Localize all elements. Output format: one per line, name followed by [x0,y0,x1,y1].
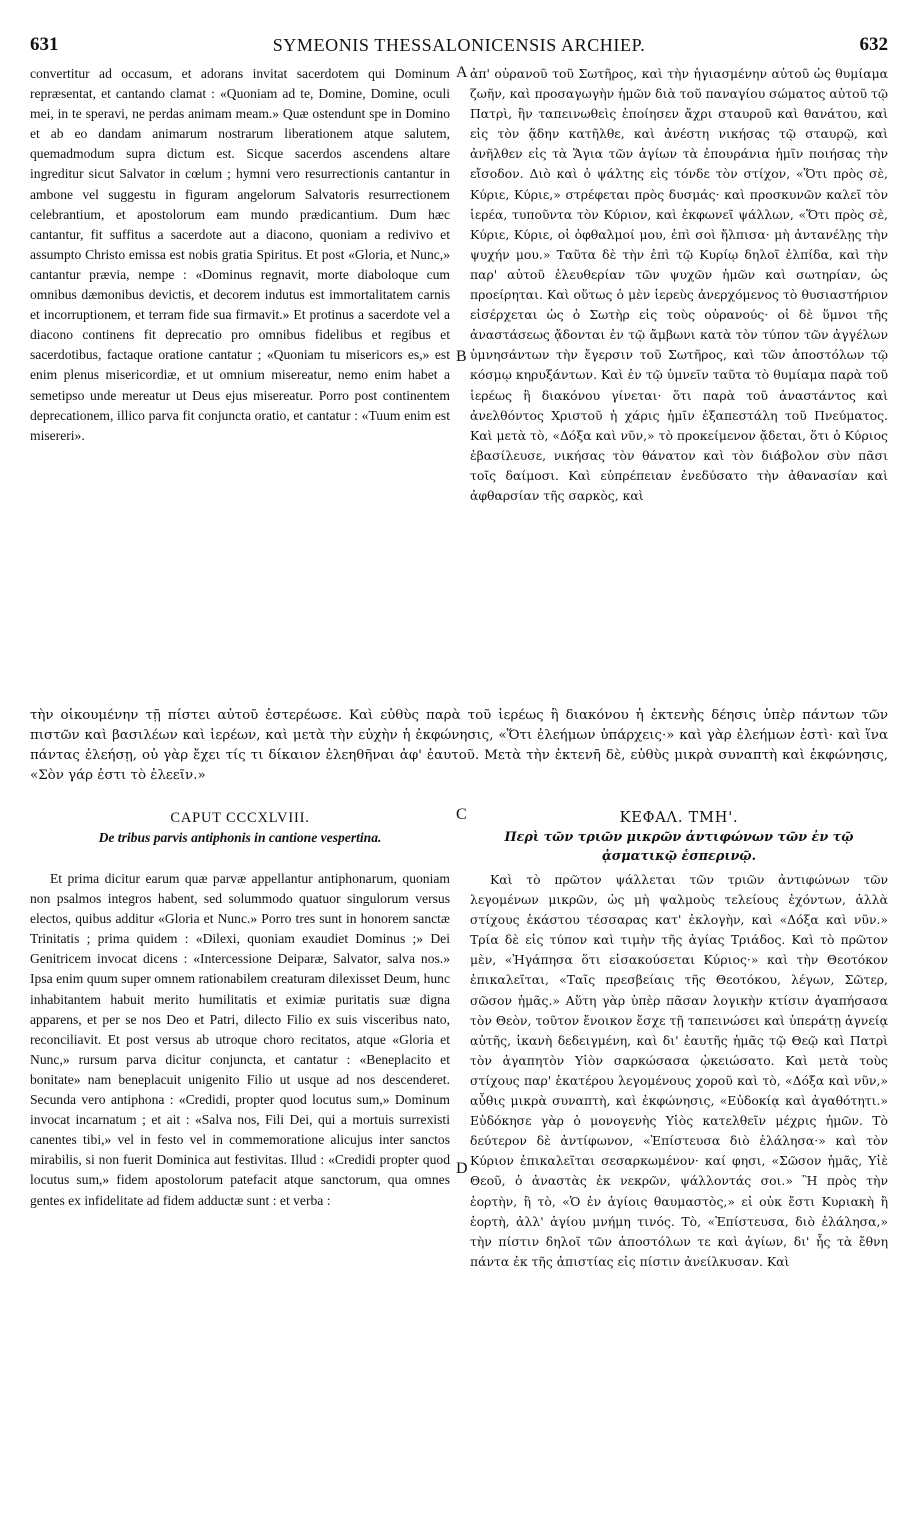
greek-column-top [470,64,888,704]
greek-paragraph: ἀπ' οὐρανοῦ τοῦ Σωτῆρος, καὶ τὴν ἡγιασμένην αὐτοῦ ὡς θυμίαμα ζωῆν, καὶ προσαγωγὴν ἡμῶν διὰ τοῦ παναγίου σώματος αὐτοῦ τῷ Πατρὶ, ἣν ταπεινωθεὶς ἐποίησεν ἄχρι σταυροῦ καὶ θανάτου, καὶ εἰς τὸν ᾅδην κατῆλθε, καὶ ἀνέστη νικήσας τῷ σταυρῷ, καὶ ἀνῆλθεν εἰς τὰ Ἅγια τῶν ἁγίων τὰ ἐπουράνια ἡμῖν ποιήσας τὴν εἴσοδον. Διὸ καὶ ὁ ψάλτης εἰς τόνδε τὸν στίχον, «Ὅτι πρὸς σὲ, Κύριε, Κύριε,» στρέφεται πρὸς δυσμάς· καὶ προσκυνῶν καλεῖ τὸν ἱερέα, τυποῦντα τὸν Κύριον, καὶ ἐκφωνεῖ ψάλλων, «Ὅτι πρὸς σὲ, Κύριε, Κύριε, οἱ ὀφθαλμοί μου, ἐπὶ σοὶ ἤλπισα· μὴ ἀντανέλῃς τὴν ψυχήν μου.» Ταῦτα δὲ τὴν ἐπὶ τῷ Κυρίῳ δηλοῖ ἐλπίδα, καὶ τὴν παρ' αὐτοῦ ἐλευθερίαν τῶν ψυχῶν ἡμῶν καὶ σωτηρίαν, ὡς προείρηται. Καὶ οὕτως ὁ μὲν ἱερεὺς ἀνερχόμενος τὸ θυσιαστήριον εἰσέρχεται ὡς ὁ Σωτὴρ εἰς τοὺς οὐρανούς· οἱ δὲ ὕμνοι τῆς ἀναστάσεως ᾄδονται ἐν τῷ ἄμβωνι κατὰ τὸν τύπον τῶν ἀγγέλων ὑμνησάντων τὴν ἔγερσιν τοῦ Σωτῆρος, καὶ τῶν ἀποστόλων τῷ κόσμῳ κηρυξάντων. Καὶ ἐν τῷ ὑμνεῖν ταῦτα τὸ θυμίαμα παρὰ τοῦ ἱερέως ἢ διακόνου γίνεται· ὅτι παρὰ τοῦ ἀναστάντος καὶ ἀνελθόντος Χριστοῦ ἡ χάρις ἡμῖν ἐξαπεστάλη τοῦ Πνεύματος. Καὶ μετὰ τὸ, «Δόξα καὶ νῦν,» τὸ προκείμενον ᾄδεται, ὅτι ὁ Κύριος ἐβασίλευσε, νικήσας τὸν θάνατον καὶ τὸν διάβολον σὺν πᾶσι τοῖς δαίμοσι. Καὶ εὐπρέπειαν ἐνεδύσατο τὴν ἀθανασίαν καὶ ἀφθαρσίαν τῆς σαρκὸς, καὶ [470,66,888,503]
greek-chapter-text: Καὶ τὸ πρῶτον ψάλλεται τῶν τριῶν ἀντιφώνων τῶν λεγομένων μικρῶν, ὡς μὴ ψαλμοὺς τελείους ἐχόντων, ἀλλὰ στίχους ἑκάστου τέσσαρας κατ' ἐκλογὴν, καὶ «Δόξα καὶ νῦν.» Τρία δὲ εἰς τύπον καὶ τιμὴν τῆς ἁγίας Τριάδος. Καὶ τὸ πρῶτον μὲν, «Ἠγάπησα ὅτι εἰσακούσεται Κύριος·» καὶ τὴν Θεοτόκον ἐπικαλεῖται, «Ταῖς πρεσβείαις τῆς Θεοτόκου, λέγων, Σῶτερ, σῶσον ἡμᾶς.» Αὕτη γὰρ ὑπὲρ πᾶσαν λογικὴν κτίσιν ἀγαπήσασα τὸν Θεὸν, τοῦτον ἔνοικον ἔσχε τῇ ταπεινώσει καὶ ὑπεράτῃ ἁγνείᾳ αὐτῆς, ἱκανὴ δεδειγμένη, καὶ δι' ἑαυτῆς ἡμᾶς τῷ Θεῷ καὶ Πατρὶ τὸν ἀγαπητὸν Υἱὸν σαρκώσασα ᾠκειώσατο. Καὶ μετὰ τοὺς στίχους παρ' ἑκατέρου λεγομένους χοροῦ καὶ τὸ, «Δόξα καὶ νῦν,» αὖθις μικρὰ συναπτὴ, καὶ ἐκφώνησις, «Εὐδοκίᾳ καὶ ἀγαθότητι.» Εὐδόκησε γὰρ ὁ μονογενὴς Υἱὸς κατελθεῖν μέχρις ἡμῶν. Τὸ δεύτερον δὲ ἀντίφωνον, «Ἐπίστευσα διὸ ἐλάλησα·» καὶ τὸν Κύριον ἐπικαλεῖται σεσαρκωμένον· καί φησι, «Σῶσον ἡμᾶς, Υἱὲ Θεοῦ, ὁ ἀναστὰς ἐκ νεκρῶν, ψάλλοντάς σοι.» Ἢ πρὸς τὴν ἑορτὴν, ἢ τὸ, «Ὁ ἐν ἁγίοις θαυμαστὸς,» εἰ οὐκ ἔστι Κυριακὴ ἢ ἑορτὴ, ἀλλ' ἁγίου μνήμη τινός. Τὸ, «Ἐπίστευσα, διὸ ἐλάλησα,» τὴν πίστιν δηλοῖ τῶν ἀποστόλων τε καὶ ἁγίων, δι' ἧς τὰ ἔθνη πάντα ἐκ τῆς ἀπιστίας εἰς πίστιν ἀνείλκυσαν. Καὶ [470,872,888,1269]
full-width-paragraph: τὴν οἰκουμένην τῇ πίστει αὐτοῦ ἐστερέωσε. Καὶ εὐθὺς παρὰ τοῦ ἱερέως ἢ διακόνου ἡ ἐκτενὴς δέησις ὑπὲρ πάντων τῶν πιστῶν καὶ βασιλέων καὶ ἱερέων, καὶ μετὰ τὴν εὐχὴν ἡ ἐκφώνησις, «Ὅτι ἐλεήμων ὑπάρχεις·» καὶ γὰρ ἐλεήμων ἐστὶ· καὶ ἵνα πάντας ἐλεήσῃ, οὐ γὰρ ἔχει τίς τι δίκαιον ἐλεηθῆναι ἀφ' ἑαυτοῦ. Μετὰ τὴν ἐκτενῆ δὲ, εὐθὺς μικρὰ συναπτὴ καὶ ἐκφώνησις, «Σὸν γάρ ἐστι τὸ ἐλεεῖν.» [30,708,888,784]
chapter-heading-latin: CAPUT CCCXLVIII. [170,810,310,826]
page-number-left: 631 [30,34,59,55]
latin-column-top [30,64,450,704]
latin-paragraph: convertitur ad occasum, et adorans invitat sacerdotem qui Dominum repræsentat, et cantando clamat : «Quoniam ad te, Domine, Domine, oculi mei, in te speravi, ne perdas animam meam.» Quæ ostendunt spe in Domino et ab eo dandam animarum nostrarum liberationem atque salutem, quemadmodum supra dictum est. Sicque sacerdos ascendens altare ingreditur sicut Salvator in cœlum ; hymni vero resurrectionis cantantur in ambone vel suggestu in figuram angelorum Salvatoris resurrectionem celebrantium, et apostolorum eam mundo prædicantium. Dum hæc cantantur, fit suffitus a sacerdote aut a diacono, quoniam a redivivo et assumpto Christo emissa est nobis gratia Spiritus. Et post «Gloria, et Nunc,» cantantur prævia, nempe : «Dominus regnavit, morte diaboloque cum omnibus dæmonibus devictis, et decorem indutus est immortalitatem carnis et incorruptionem, et terram fide sua firmavit.» Et protinus a sacerdote vel a diacono continens fit deprecatio pro omnibus fidelibus et regibus et sacerdotibus, factaque oratione cantatur ; «Quoniam tu misericors es,» est enim plenus misericordiæ, et ut omnium misereatur, nemo enim habet a semetipso unde mereatur ut Deus ejus misereatur. Porro post continentem deprecationem, illico parva fit conjuncta oratio, et cantatur : «Tuum enim est misereri». [30,66,450,443]
chapter-subheading-greek: Περὶ τῶν τριῶν μικρῶν ἀντιφώνων τῶν ἐν τῷ ᾀσματικῷ ἑσπερινῷ. [504,830,854,864]
latin-chapter [30,808,450,1211]
chapter-heading-greek: ΚΕΦΑΛ. ΤΜΗ'. [619,810,739,826]
latin-chapter-text: Et prima dicitur earum quæ parvæ appellantur antiphonarum, quoniam non psalmos integros habent, sed solummodo quatuor singulorum versus electos, quibus additur «Gloria et Nunc.» Porro tres sunt in honorem sanctæ Trinitatis ; prima quidem : «Dilexi, quoniam exaudiet Dominus ;» Dei Genitricem invocat dicens : «Intercessione Deiparæ, Salvator, salva nos.» Ipsa enim quum super omnem rationabilem creaturam dilexisset Deum, hunc inhabitantem habuit merito humilitatis et eximiæ puritatis suæ digna apparens, et per se nos Deo et Patri, dilecto Filio ex suis visceribus nato, reconciliavit. Et post versus ab utroque choro recitatos, atque «Gloria et Nunc,» rursum parva dicitur conjuncta, et cantatur : «Beneplacito et bonitate» nam beneplacuit unigenito Filio ut usque ad nos descenderet. Secunda vero antiphona : «Credidi, propter quod locutus sum,» Dominum invocat incarnatum ; et ait : «Salva nos, Fili Dei, qui a mortuis surrexisti canentes tibi,» vel in festo vel in commemoratione alicujus inter sanctos mirabilis, si non fuerit Dominica aut festivitas. Illud : «Credidi propter quod locutus sum,» fidem apostolorum patefacit atque sanctorum, qua omnes gentes ex infidelitate ad fidem adductæ sunt : et verba : [30,871,450,1208]
full-width-greek [30,706,888,786]
running-title: SYMEONIS THESSALONICENSIS ARCHIEP. [272,35,646,55]
margin-marker-b: B [456,348,467,365]
margin-marker-d: D [456,1160,468,1177]
running-header [30,34,888,56]
chapter-subheading-latin: De tribus parvis antiphonis in cantione vespertina. [98,830,382,845]
margin-marker-c: C [456,806,467,823]
margin-marker-a: A [456,64,468,81]
page-number-right: 632 [859,34,888,55]
greek-chapter [470,808,888,1272]
